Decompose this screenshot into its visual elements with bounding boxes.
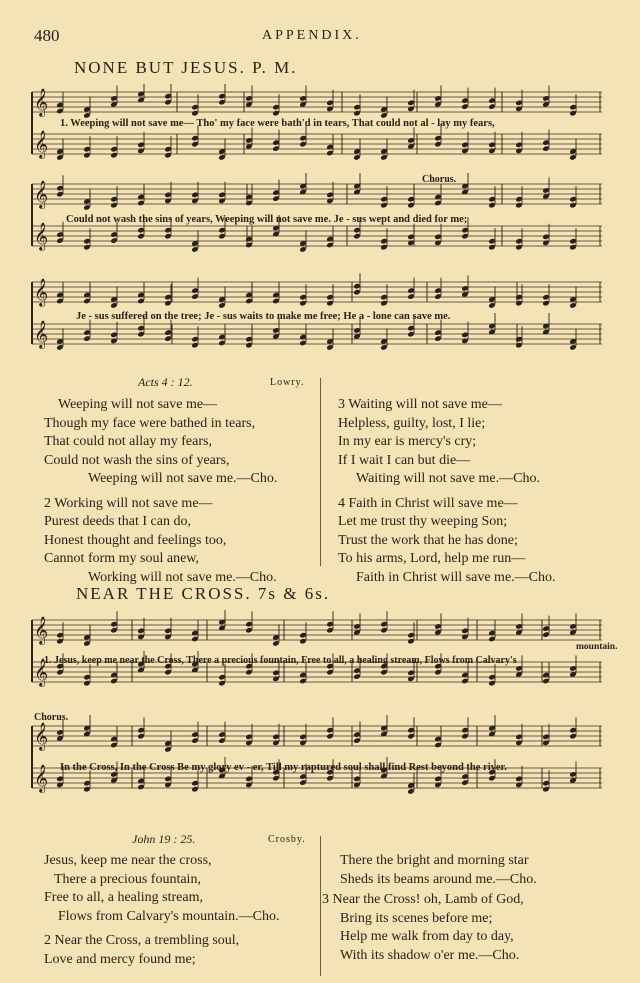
hymn1-scripture: Acts 4 : 12.: [138, 375, 193, 389]
stanza-line: Though my face were bathed in tears,: [44, 415, 256, 431]
staff: [32, 125, 602, 160]
staff: [32, 273, 602, 308]
stanza-line: 2 Near the Cross, a trembling soul,: [44, 933, 240, 948]
hymn2-scripture: John 19 : 25.: [132, 832, 196, 846]
hymn1-lyrics-line2: Could not wash the sins of years, Weeping will not save me. Je - sus wept and died for me;: [66, 214, 468, 225]
hymn1-stanzas-left: [44, 396, 277, 587]
hymn2-composer: Crosby.: [268, 834, 306, 845]
stanza-line: There the bright and morning star: [340, 853, 529, 868]
clef-icon: 𝄞: [34, 658, 49, 686]
stanza-line: Cannot form my soul anew,: [44, 551, 200, 566]
hymn2-staff-drawing: [22, 610, 608, 816]
stanza-line: Weeping will not save me—: [58, 397, 218, 412]
stanza-line: With its shadow o'er me.—Cho.: [340, 947, 520, 963]
stanza-line: Love and mercy found me;: [44, 951, 196, 967]
hymn1-stanzas-right: [338, 396, 556, 587]
stanza-line: Trust the work that he has done;: [338, 532, 518, 548]
stanza-line: Jesus, keep me near the cross,: [44, 853, 212, 868]
stanza-line: Let me trust thy weeping Son;: [338, 514, 508, 529]
stanza-line: Waiting will not save me.—Cho.: [356, 471, 540, 486]
staff: [32, 610, 602, 647]
staff: [32, 84, 602, 119]
stanza-line: That could not allay my fears,: [44, 434, 212, 449]
stanza-line: Free to all, a healing stream,: [44, 890, 203, 905]
stanza-line: Helpless, guilty, lost, I lie;: [338, 415, 486, 431]
stanza-line: Weeping will not save me.—Cho.: [88, 471, 278, 486]
clef-icon: 𝄞: [34, 320, 49, 348]
page-number: 480: [34, 26, 60, 45]
clef-icon: 𝄞: [34, 616, 49, 644]
stanza-line: Flows from Calvary's mountain.—Cho.: [58, 908, 280, 924]
stanza-line: 3 Waiting will not save me—: [338, 397, 502, 412]
running-head: APPENDIX.: [262, 28, 362, 43]
hymn2-chorus-label: Chorus.: [34, 712, 69, 723]
clef-icon: 𝄞: [34, 764, 49, 792]
stanza-line: 4 Faith in Christ will save me—: [338, 495, 518, 511]
staff: [32, 173, 602, 211]
stanza-line: 2 Working will not save me—: [44, 495, 213, 511]
hymn1-chorus-label: Chorus.: [422, 174, 457, 185]
clef-icon: 𝄞: [34, 130, 49, 158]
hymn2-lyrics-mountain: mountain.: [576, 642, 618, 652]
stanza-line: To his arms, Lord, help me run—: [338, 551, 526, 566]
stanza-line: Working will not save me.—Cho.: [88, 569, 277, 585]
hymn1-composer: Lowry.: [270, 377, 305, 388]
stanza-line: Bring its scenes before me;: [340, 910, 493, 926]
clef-icon: 𝄞: [34, 222, 49, 250]
clef-icon: 𝄞: [34, 88, 49, 116]
stanza-line: If I wait I can but die—: [338, 452, 471, 468]
hymn2-stanzas-right: [322, 852, 537, 965]
stanza-line: There a precious fountain,: [54, 871, 201, 887]
stanza-line: Help me walk from day to day,: [340, 929, 514, 944]
stanza-line: Could not wash the sins of years,: [44, 452, 230, 468]
stanza-line: Honest thought and feelings too,: [44, 532, 227, 548]
hymn2-lyrics-line2: In the Cross, In the Cross Be my glory ev - er, Till my raptured soul shall find Rest beyond the river.: [60, 762, 507, 773]
clef-icon: 𝄞: [34, 722, 49, 750]
clef-icon: 𝄞: [34, 278, 49, 306]
hymn1-title: NONE BUT JESUS. P. M.: [74, 58, 298, 77]
stanza-line: Sheds its beams around me.—Cho.: [340, 871, 537, 887]
stanza-line: Faith in Christ will save me.—Cho.: [356, 569, 556, 585]
hymn2-stanzas-left: [44, 852, 279, 969]
stanza-line: 3 Near the Cross! oh, Lamb of God,: [322, 892, 524, 907]
hymn2-column-divider: [320, 836, 321, 976]
hymn2-lyrics-line1: 1. Jesus, keep me near the Cross, There a precious fountain, Free to all, a healing stream, Flows from Calvary's: [44, 655, 517, 666]
stanza-line: Purest deeds that I can do,: [44, 514, 191, 529]
clef-icon: 𝄞: [34, 180, 49, 208]
hymn1-lyrics-line3: Je - sus suffered on the tree; Je - sus waits to make me free; He a - lone can save me.: [76, 311, 451, 322]
hymn2-score: [22, 610, 608, 816]
hymn1-column-divider: [320, 378, 321, 566]
hymn1-lyrics-line1: 1. Weeping will not save me— Tho' my face were bath'd in tears, That could not al - lay my fears,: [60, 118, 495, 129]
hymn2-title: NEAR THE CROSS. 7s & 6s.: [76, 584, 331, 603]
stanza-line: In my ear is mercy's cry;: [338, 434, 477, 449]
staff: [32, 715, 602, 753]
